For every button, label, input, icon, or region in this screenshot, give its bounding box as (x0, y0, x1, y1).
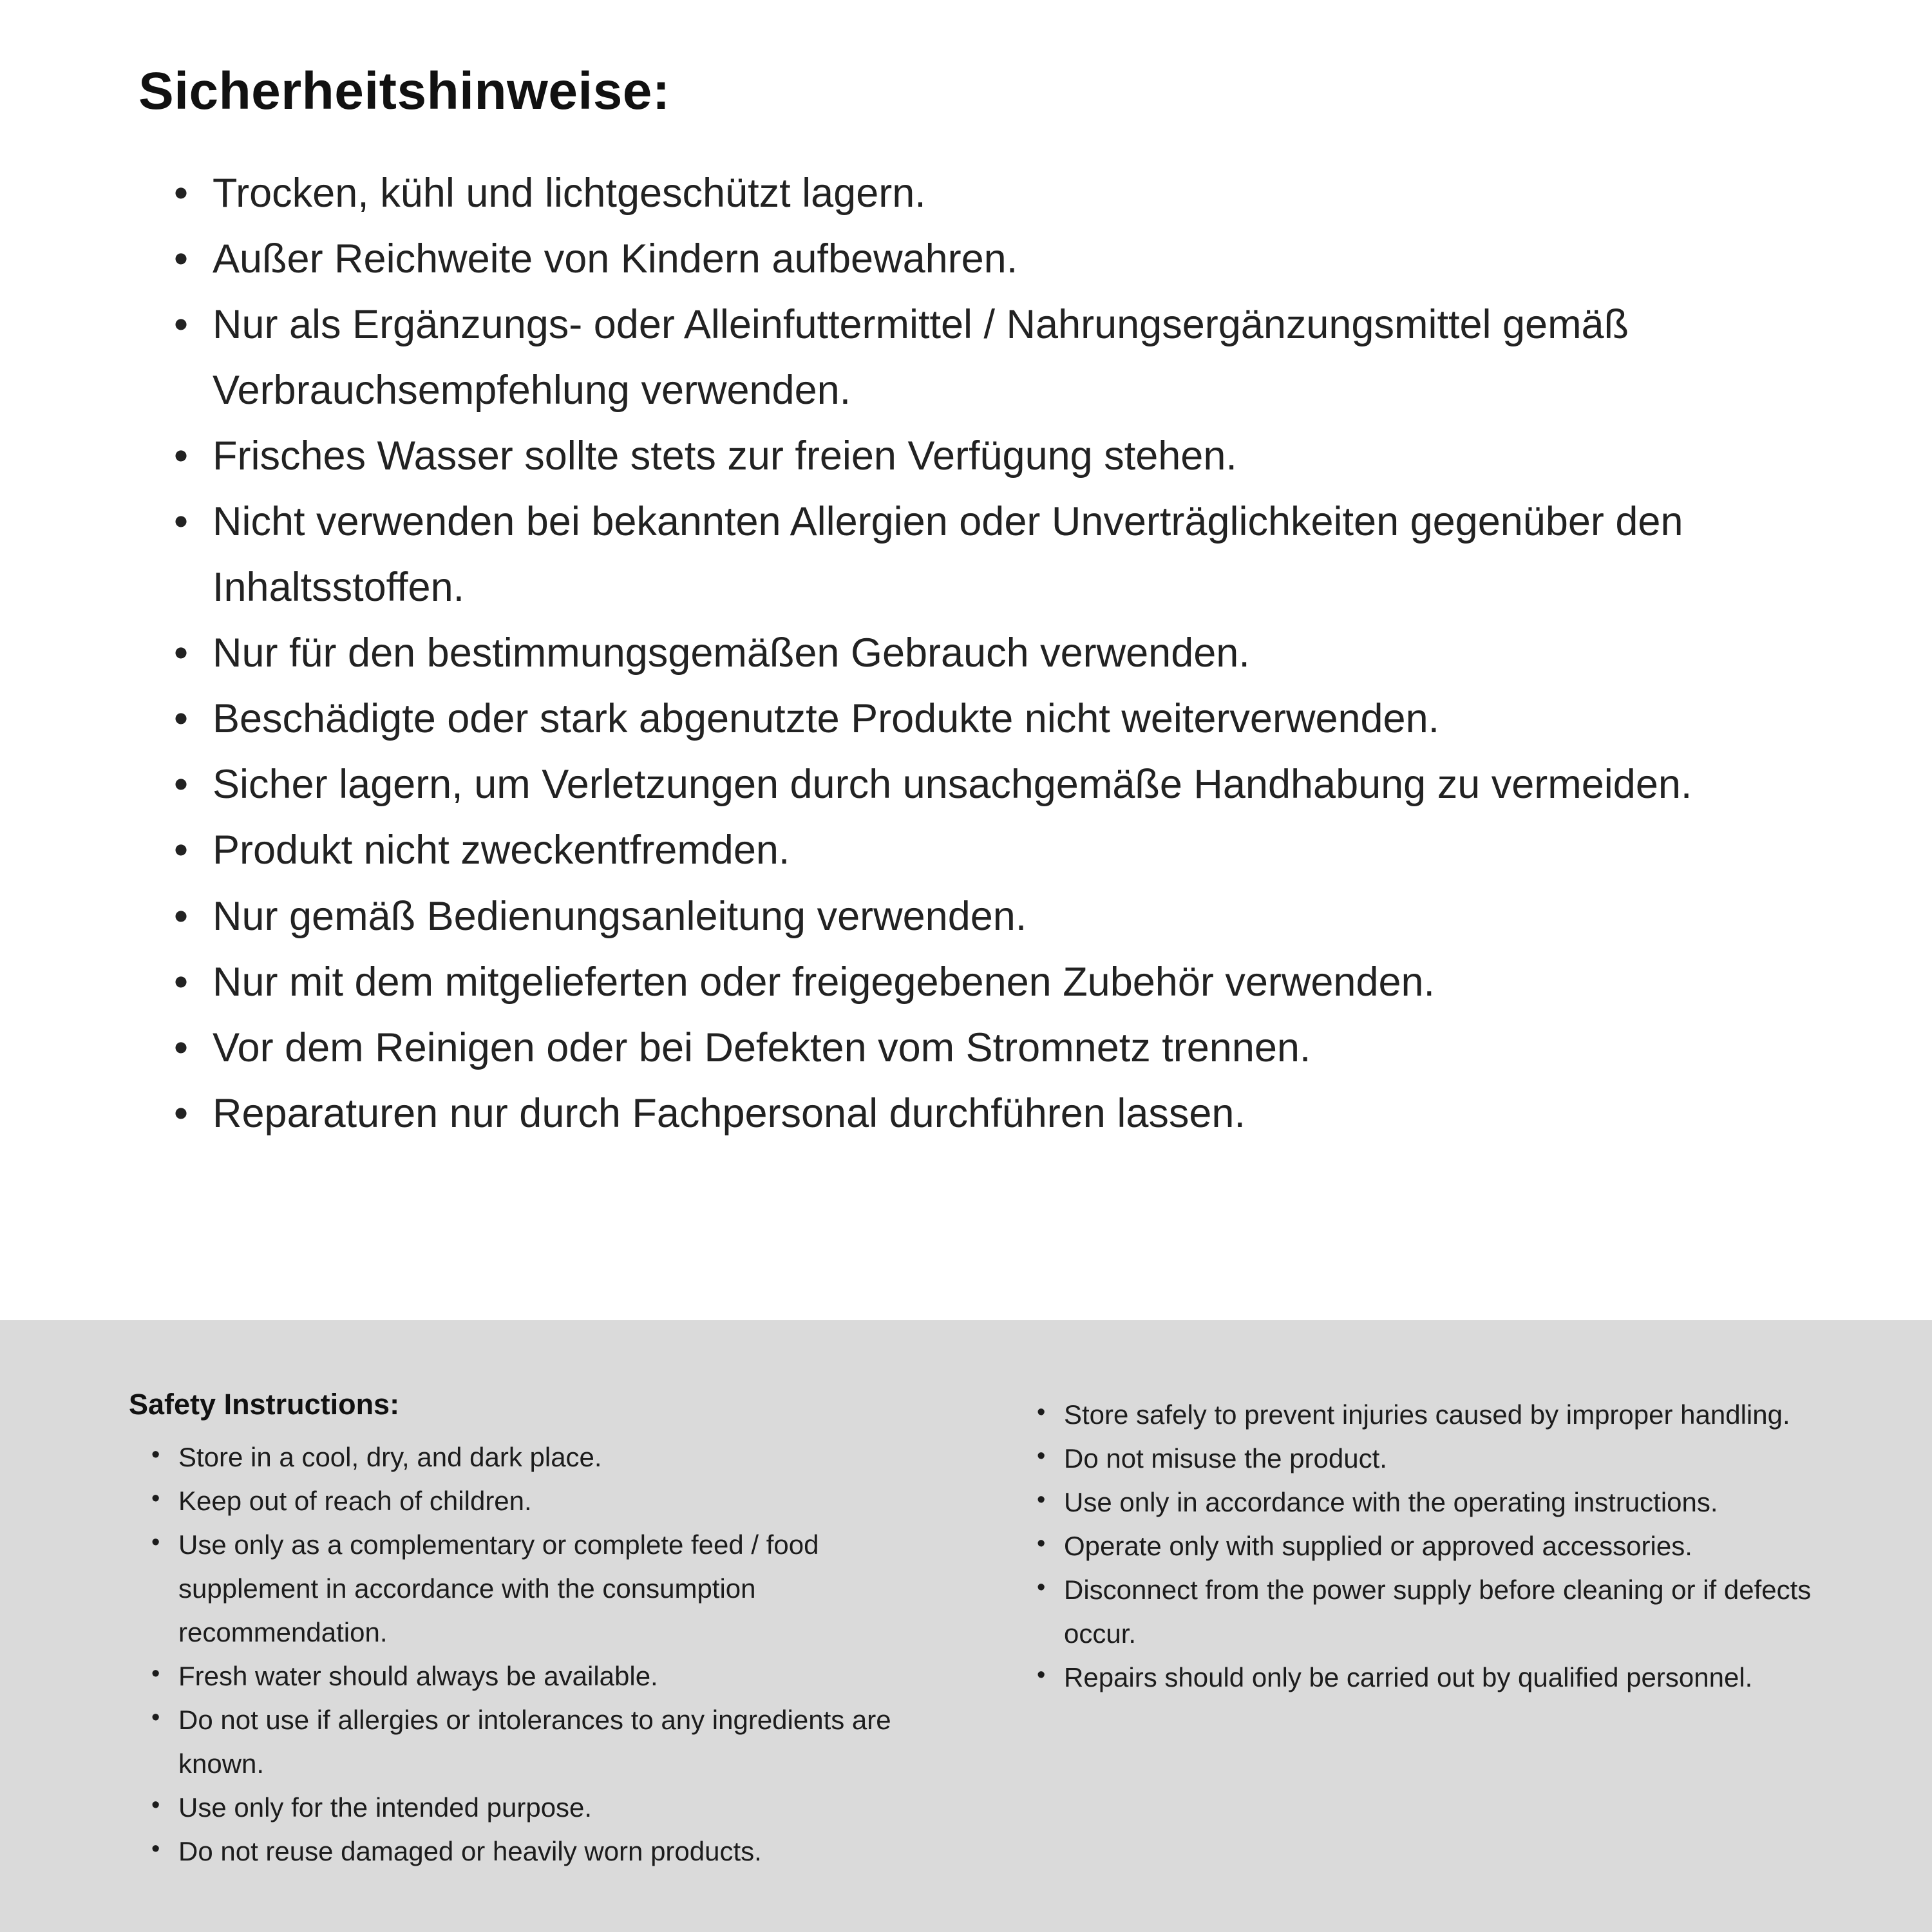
bullet-list-item: • Use only for the intended purpose. (151, 1786, 937, 1830)
bullet-list-item: • Nur als Ergänzungs- oder Alleinfuttermittel / Nahrungsergänzungsmittel gemäß Verbrauchsempfehlung verwenden. (174, 292, 1803, 423)
bullet-list-item: • Reparaturen nur durch Fachpersonal durchführen lassen. (174, 1081, 1803, 1146)
bullet-list-item: • Frisches Wasser sollte stets zur freien Verfügung stehen. (174, 423, 1803, 489)
bullet-list-item: • Fresh water should always be available. (151, 1654, 937, 1698)
bullet-list-item: • Produkt nicht zweckentfremden. (174, 817, 1803, 883)
english-safety-section (0, 1320, 1932, 1932)
bullet-list-item: • Store in a cool, dry, and dark place. (151, 1435, 937, 1479)
bullet-list-item: • Nicht verwenden bei bekannten Allergien oder Unverträglichkeiten gegenüber den Inhaltsstoffen. (174, 489, 1803, 620)
bullet-list-item: • Nur mit dem mitgelieferten oder freigegebenen Zubehör verwenden. (174, 949, 1803, 1015)
bullet-list-item: • Beschädigte oder stark abgenutzte Produkte nicht weiterverwenden. (174, 686, 1803, 752)
english-left-column (129, 1388, 937, 1873)
english-section-title: Safety Instructions: (129, 1388, 400, 1421)
bullet-list-item: • Operate only with supplied or approved accessories. (1037, 1524, 1823, 1568)
bullet-list-item: • Store safely to prevent injuries caused by improper handling. (1037, 1393, 1823, 1437)
bullet-list-item: • Do not reuse damaged or heavily worn products. (151, 1830, 937, 1873)
bullet-list-item: • Vor dem Reinigen oder bei Defekten vom Stromnetz trennen. (174, 1015, 1803, 1081)
bullet-list-item: • Außer Reichweite von Kindern aufbewahren. (174, 226, 1803, 292)
english-right-bullet-list (1014, 1393, 1823, 1700)
german-section-title: Sicherheitshinweise: (138, 62, 670, 120)
bullet-list-item: • Trocken, kühl und lichtgeschützt lagern. (174, 160, 1803, 226)
bullet-list-item: • Do not use if allergies or intolerances to any ingredients are known. (151, 1698, 937, 1786)
english-left-bullet-list (129, 1435, 937, 1873)
german-bullet-list (138, 160, 1803, 1146)
bullet-list-item: • Disconnect from the power supply before cleaning or if defects occur. (1037, 1568, 1823, 1656)
bullet-list-item: • Use only as a complementary or complete feed / food supplement in accordance with the consumption recommendation. (151, 1523, 937, 1654)
bullet-list-item: • Keep out of reach of children. (151, 1479, 937, 1523)
bullet-list-item: • Use only in accordance with the operating instructions. (1037, 1481, 1823, 1524)
bullet-list-item: • Sicher lagern, um Verletzungen durch unsachgemäße Handhabung zu vermeiden. (174, 752, 1803, 817)
bullet-list-item: • Repairs should only be carried out by qualified personnel. (1037, 1656, 1823, 1700)
bullet-list-item: • Nur gemäß Bedienungsanleitung verwenden. (174, 884, 1803, 949)
english-right-column (1014, 1388, 1823, 1700)
bullet-list-item: • Nur für den bestimmungsgemäßen Gebrauch verwenden. (174, 620, 1803, 686)
bullet-list-item: • Do not misuse the product. (1037, 1437, 1823, 1481)
